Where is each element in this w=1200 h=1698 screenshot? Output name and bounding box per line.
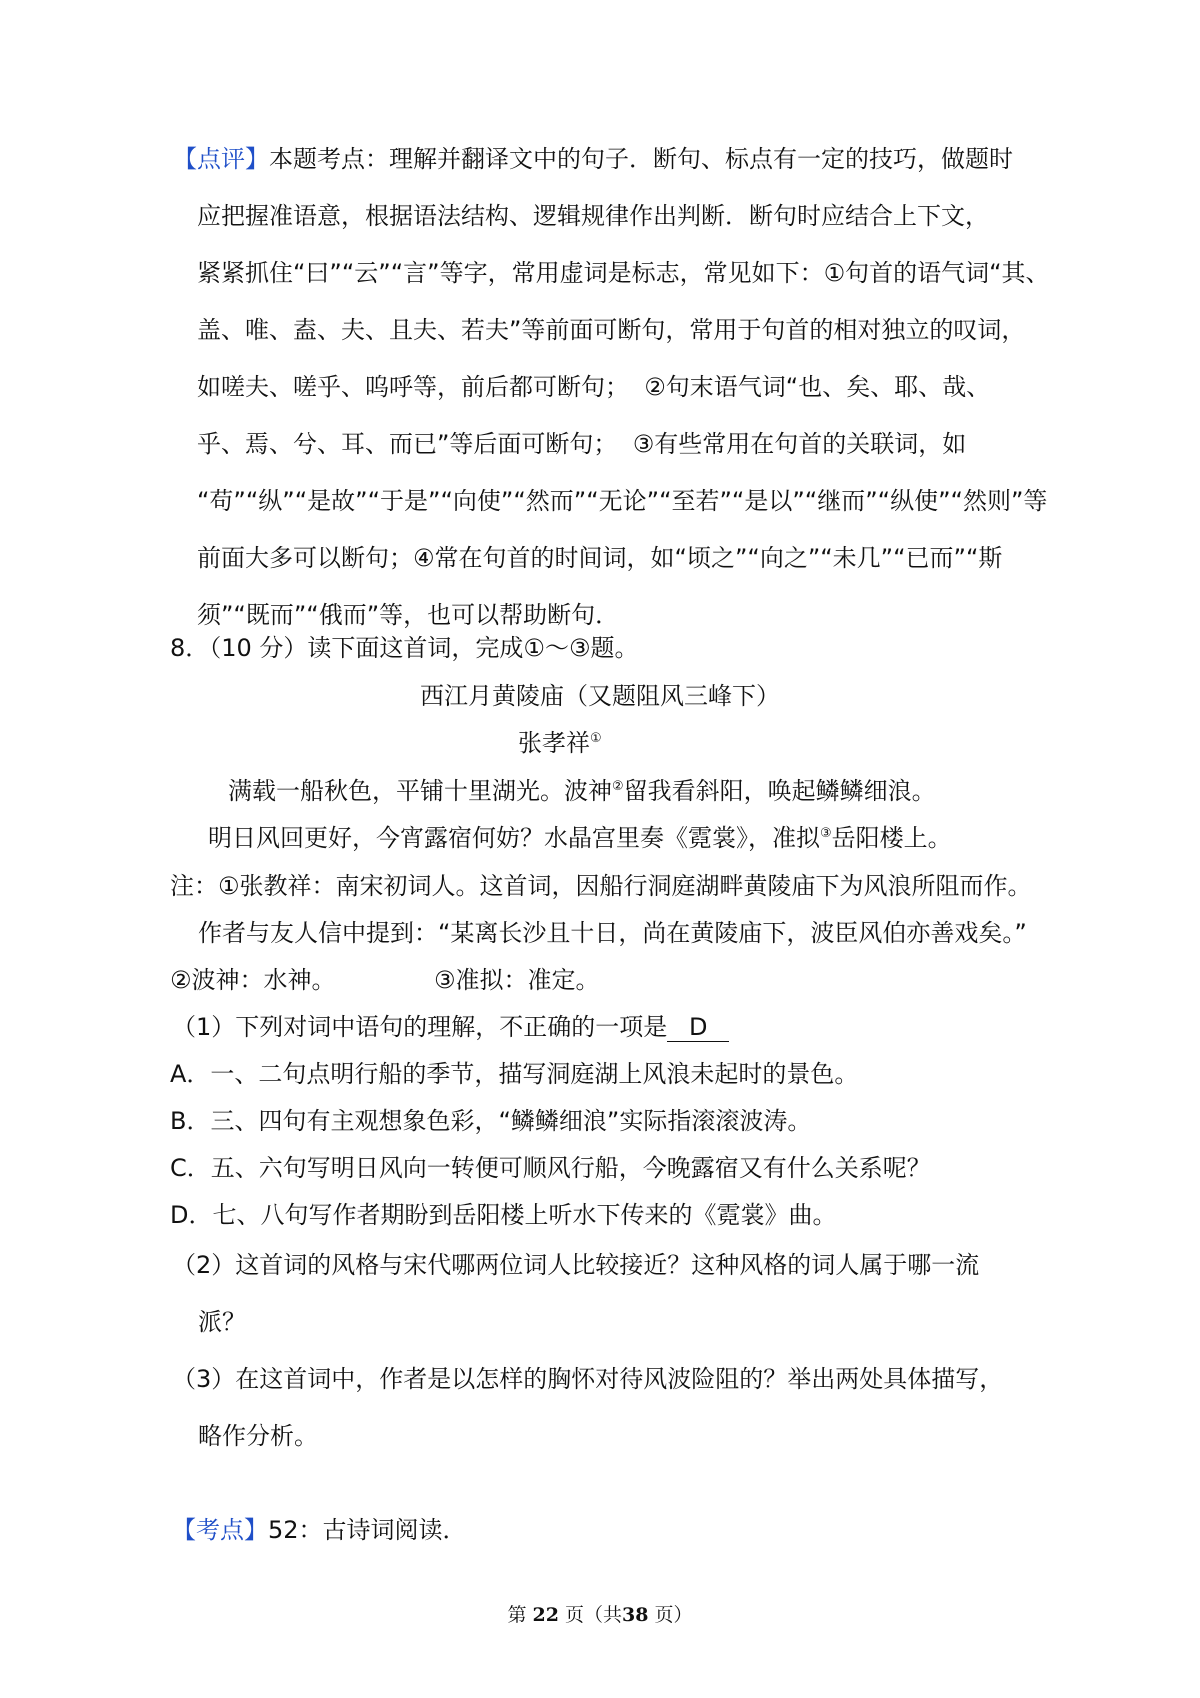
q1-line: [172, 1011, 729, 1043]
poem-author: [518, 727, 602, 759]
poem-line-1-b: 留我看斜阳，唤起鳞鳞细浪。: [623, 777, 936, 805]
poem-title: 西江月黄陵庙（又题阻风三峰下）: [420, 682, 780, 710]
q1-prompt: （1）下列对词中语句的理解，不正确的一项是: [172, 1013, 668, 1041]
commentary-line-4: 盖、唯、盍、夫、且夫、若夫”等前面可断句，常用于句首的相对独立的叹词，: [197, 316, 1026, 344]
commentary-text: 本题考点：理解并翻译文中的句子．断句、标点有一定的技巧，做题时: [269, 145, 1013, 173]
option-b: B．三、四句有主观想象色彩，“鳞鳞细浪”实际指滚滚波涛。: [170, 1107, 812, 1135]
footer-middle: 页（共: [565, 1604, 623, 1626]
question-header: 8．（10 分）读下面这首词，完成①～③题。: [170, 634, 639, 662]
poem-line-2-mark: ③: [820, 826, 832, 841]
commentary-line-9: 须”“既而”“俄而”等，也可以帮助断句．: [197, 601, 620, 629]
footer-total-pages: 38: [622, 1604, 649, 1626]
q3-line-1: （3）在这首词中，作者是以怎样的胸怀对待风波险阻的？举出两处具体描写，: [172, 1365, 1004, 1393]
footer-suffix: 页）: [654, 1604, 693, 1626]
commentary-line-3: 紧紧抓住“曰”“云”“言”等字，常用虚词是标志，常见如下：①句首的语气词“其、: [197, 259, 1050, 287]
commentary-tag: 【点评】: [173, 145, 269, 173]
q1-answer: D: [667, 1013, 729, 1042]
commentary-line-6: 乎、焉、兮、耳、而已”等后面可断句； ③有些常用在句首的关联词，如: [197, 430, 967, 458]
note-line-3b: ③准拟：准定。: [434, 966, 600, 994]
poem-line-2-b: 岳阳楼上。: [831, 824, 952, 852]
poem-line-1: [228, 775, 936, 807]
note-line-3a: ②波神：水神。: [170, 966, 336, 994]
author-name: 张孝祥: [518, 729, 590, 757]
page-footer: [0, 1600, 1200, 1627]
commentary-line-2: 应把握准语意，根据语法结构、逻辑规律作出判断．断句时应结合上下文，: [197, 202, 989, 230]
footer-page-number: 22: [532, 1604, 559, 1626]
poem-line-1-a: 满载一船秋色，平铺十里湖光。波神: [228, 777, 612, 805]
note-line-2: 作者与友人信中提到：“某离长沙且十日，尚在黄陵庙下，波臣风伯亦善戏矣。”: [198, 919, 1027, 947]
note-line-1: 注：①张教祥：南宋初词人。这首词，因船行洞庭湖畔黄陵庙下为风浪所阻而作。: [170, 872, 1032, 900]
option-c: C．五、六句写明日风向一转便可顺风行船，今晚露宿又有什么关系呢？: [170, 1154, 931, 1182]
option-d: D．七、八句写作者期盼到岳阳楼上听水下传来的《霓裳》曲。: [170, 1201, 837, 1229]
commentary-line-7: “苟”“纵”“是故”“于是”“向使”“然而”“无论”“至若”“是以”“继而”“纵使”“然则”等: [197, 487, 1048, 515]
kaodian-tag: 【考点】: [172, 1516, 268, 1544]
author-note-mark: ①: [590, 731, 602, 746]
commentary-line-5: 如嗟夫、嗟乎、呜呼等，前后都可断句； ②句末语气词“也、矣、耶、哉、: [197, 373, 991, 401]
q2-line-1: （2）这首词的风格与宋代哪两位词人比较接近？这种风格的词人属于哪一流: [172, 1251, 980, 1279]
option-a: A．一、二句点明行船的季节，描写洞庭湖上风浪未起时的景色。: [170, 1060, 859, 1088]
poem-line-1-mark: ②: [612, 779, 624, 794]
commentary-line-1: [173, 143, 1013, 175]
footer-prefix: 第: [507, 1604, 527, 1626]
kaodian-line: [172, 1514, 467, 1546]
commentary-line-8: 前面大多可以断句；④常在句首的时间词，如“顷之”“向之”“未几”“已而”“斯: [197, 544, 1003, 572]
q3-line-2: 略作分析。: [198, 1422, 318, 1450]
poem-line-2: [208, 822, 952, 854]
kaodian-text: 52：古诗词阅读．: [268, 1516, 467, 1544]
q2-line-2: 派？: [198, 1308, 246, 1336]
poem-line-2-a: 明日风回更好，今宵露宿何妨？水晶宫里奏《霓裳》，准拟: [208, 824, 820, 852]
